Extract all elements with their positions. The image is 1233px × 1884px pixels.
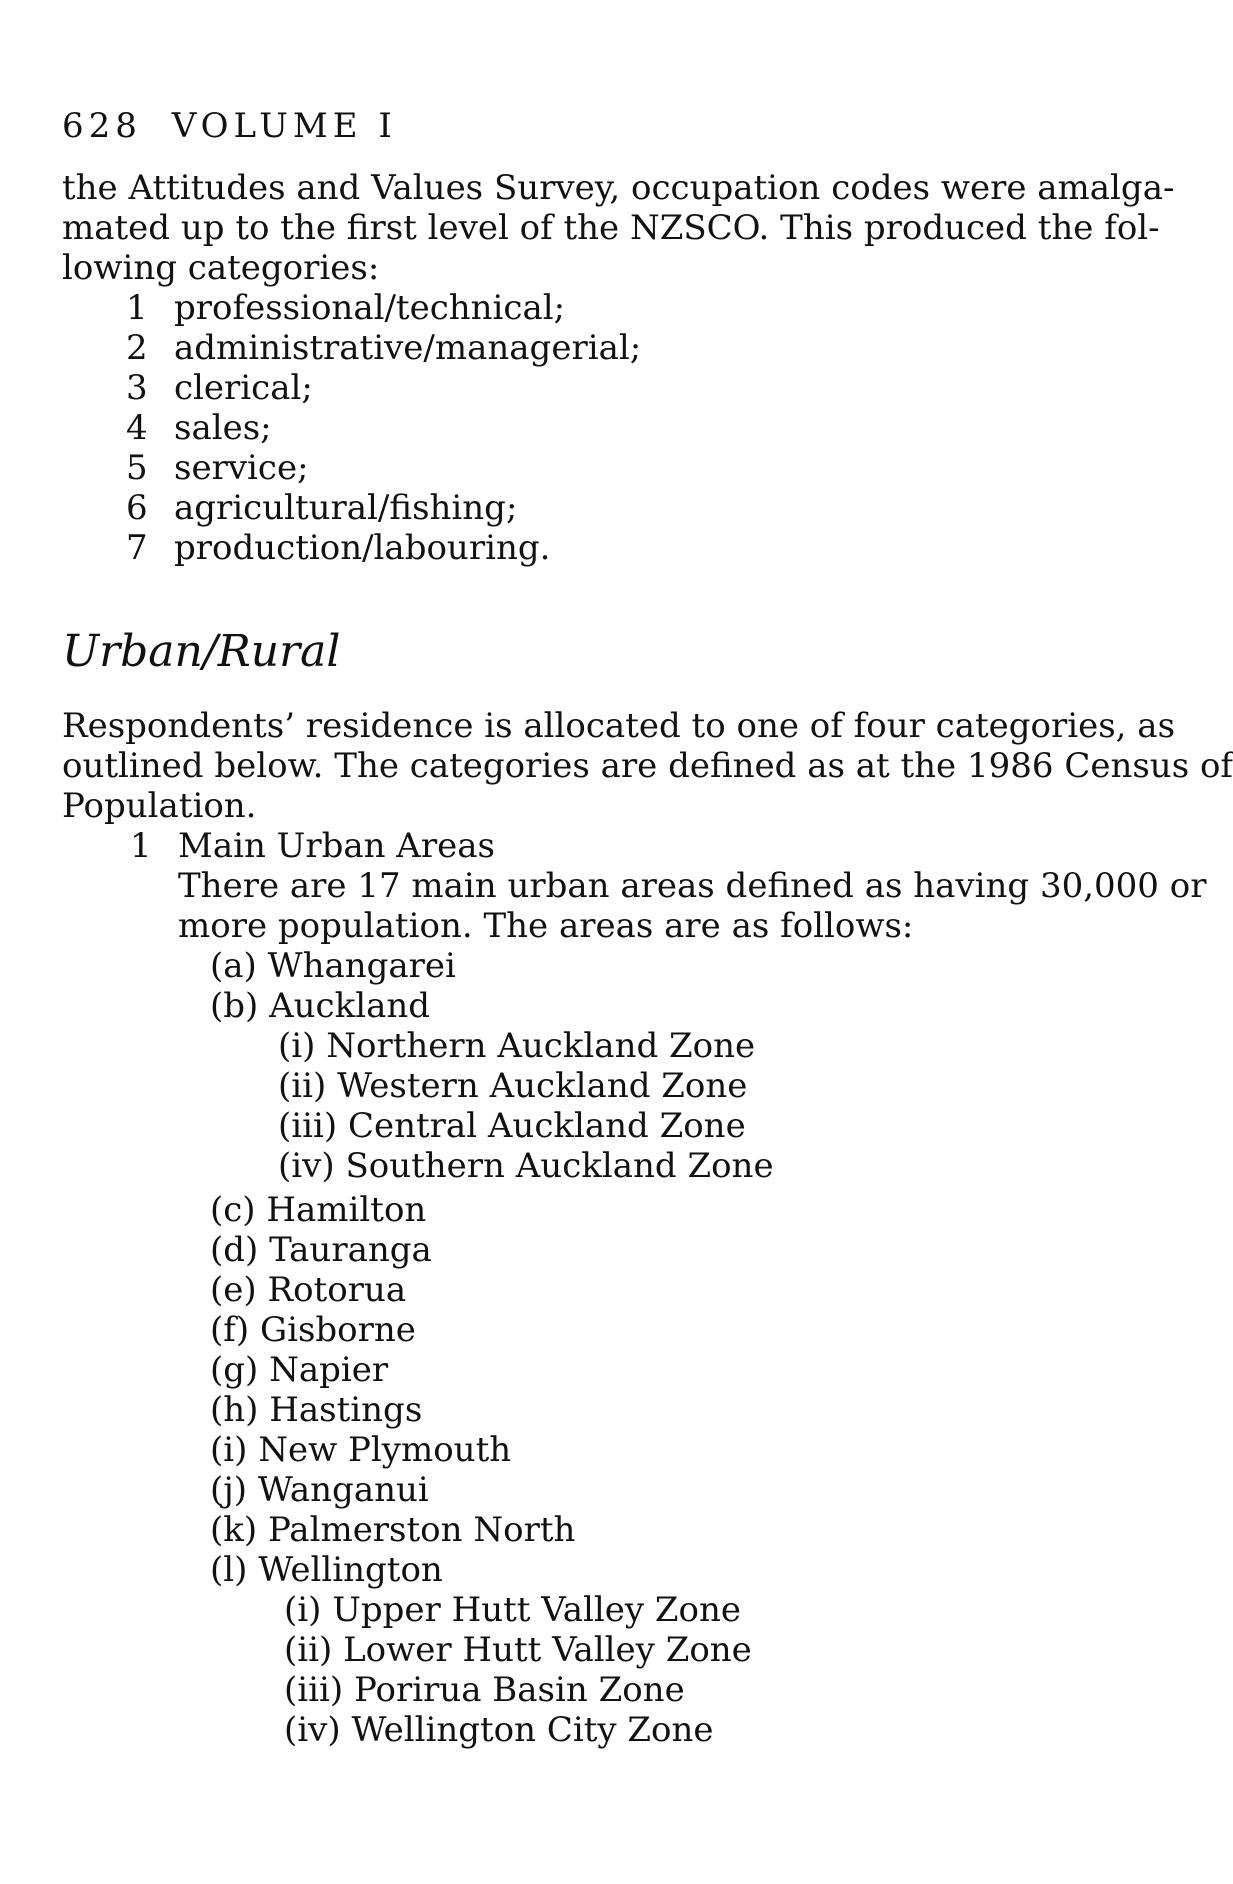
area-name: Central Auckland Zone bbox=[347, 1106, 746, 1146]
category-text: production/labouring. bbox=[174, 528, 551, 568]
category-item bbox=[126, 368, 313, 408]
intro-line: lowing categories: bbox=[62, 248, 380, 288]
area-name: Rotorua bbox=[267, 1270, 407, 1310]
category-number: 6 bbox=[126, 488, 148, 528]
area-name: Tauranga bbox=[269, 1230, 432, 1270]
category-text: sales; bbox=[174, 408, 272, 448]
area-item bbox=[210, 1230, 432, 1270]
area-label: (d) bbox=[210, 1230, 259, 1270]
area-zone-item bbox=[278, 1066, 747, 1106]
area-label: (h) bbox=[210, 1390, 259, 1430]
area-label: (iv) bbox=[284, 1710, 341, 1750]
area-label: (i) bbox=[278, 1026, 316, 1066]
area-label: (ii) bbox=[284, 1630, 333, 1670]
area-item bbox=[210, 1190, 426, 1230]
area-item bbox=[210, 946, 456, 986]
area-zone-item bbox=[278, 1106, 746, 1146]
area-item bbox=[210, 1270, 406, 1310]
urban-category-desc: There are 17 main urban areas defined as having 30,000 or bbox=[178, 866, 1207, 906]
area-name: Lower Hutt Valley Zone bbox=[343, 1630, 752, 1670]
urban-category-number: 1 bbox=[130, 826, 152, 866]
area-item bbox=[210, 1310, 416, 1350]
area-name: Wanganui bbox=[257, 1470, 429, 1510]
area-name: Northern Auckland Zone bbox=[326, 1026, 756, 1066]
area-name: Wellington bbox=[258, 1550, 443, 1590]
urban-category-title: Main Urban Areas bbox=[178, 826, 495, 866]
section-paragraph-line: outlined below. The categories are defined as at the 1986 Census of bbox=[62, 746, 1233, 786]
category-item bbox=[126, 448, 309, 488]
area-label: (i) bbox=[284, 1590, 322, 1630]
area-zone-item bbox=[278, 1026, 755, 1066]
category-text: service; bbox=[174, 448, 309, 488]
area-name: Western Auckland Zone bbox=[337, 1066, 748, 1106]
category-item bbox=[126, 328, 641, 368]
area-name: Porirua Basin Zone bbox=[353, 1670, 685, 1710]
area-name: Hamilton bbox=[266, 1190, 427, 1230]
category-item bbox=[126, 408, 272, 448]
area-label: (iv) bbox=[278, 1146, 335, 1186]
area-item bbox=[210, 1430, 511, 1470]
area-name: New Plymouth bbox=[258, 1430, 512, 1470]
urban-category-item bbox=[130, 826, 495, 866]
area-label: (e) bbox=[210, 1270, 257, 1310]
section-heading: Urban/Rural bbox=[62, 626, 341, 677]
area-label: (f) bbox=[210, 1310, 250, 1350]
area-name: Napier bbox=[269, 1350, 389, 1390]
area-name: Upper Hutt Valley Zone bbox=[332, 1590, 741, 1630]
area-name: Wellington City Zone bbox=[351, 1710, 714, 1750]
section-paragraph-line: Population. bbox=[62, 786, 257, 826]
area-label: (g) bbox=[210, 1350, 259, 1390]
area-label: (iii) bbox=[278, 1106, 338, 1146]
area-label: (k) bbox=[210, 1510, 258, 1550]
area-item bbox=[210, 1510, 575, 1550]
area-zone-item bbox=[278, 1146, 774, 1186]
area-zone-item bbox=[284, 1590, 741, 1630]
section-paragraph-line: Respondents’ residence is allocated to one of four categories, as bbox=[62, 706, 1176, 746]
intro-line: the Attitudes and Values Survey, occupation codes were amalga- bbox=[62, 168, 1175, 208]
area-item bbox=[210, 1390, 422, 1430]
category-text: professional/technical; bbox=[174, 288, 566, 328]
category-number: 2 bbox=[126, 328, 148, 368]
area-label: (j) bbox=[210, 1470, 248, 1510]
area-name: Palmerston North bbox=[267, 1510, 576, 1550]
area-name: Auckland bbox=[269, 986, 431, 1026]
category-item bbox=[126, 288, 565, 328]
area-item bbox=[210, 1470, 429, 1510]
area-name: Whangarei bbox=[267, 946, 456, 986]
category-number: 3 bbox=[126, 368, 148, 408]
category-number: 1 bbox=[126, 288, 148, 328]
area-label: (l) bbox=[210, 1550, 248, 1590]
volume-label: VOLUME I bbox=[171, 106, 397, 146]
intro-line: mated up to the first level of the NZSCO. This produced the fol- bbox=[62, 208, 1160, 248]
page-number: 628 bbox=[62, 106, 142, 146]
area-label: (a) bbox=[210, 946, 257, 986]
area-label: (c) bbox=[210, 1190, 256, 1230]
category-text: agricultural/fishing; bbox=[174, 488, 518, 528]
urban-category-desc: more population. The areas are as follows: bbox=[178, 906, 914, 946]
area-label: (b) bbox=[210, 986, 259, 1026]
area-label: (i) bbox=[210, 1430, 248, 1470]
category-number: 5 bbox=[126, 448, 148, 488]
running-header bbox=[62, 106, 397, 146]
category-text: administrative/managerial; bbox=[174, 328, 642, 368]
category-item bbox=[126, 488, 517, 528]
category-number: 7 bbox=[126, 528, 148, 568]
area-zone-item bbox=[284, 1710, 714, 1750]
category-item bbox=[126, 528, 550, 568]
area-item bbox=[210, 1350, 388, 1390]
area-zone-item bbox=[284, 1670, 685, 1710]
area-name: Hastings bbox=[269, 1390, 423, 1430]
category-number: 4 bbox=[126, 408, 148, 448]
area-name: Gisborne bbox=[259, 1310, 416, 1350]
area-zone-item bbox=[284, 1630, 752, 1670]
area-name: Southern Auckland Zone bbox=[345, 1146, 774, 1186]
area-label: (ii) bbox=[278, 1066, 327, 1106]
area-item bbox=[210, 986, 430, 1026]
area-label: (iii) bbox=[284, 1670, 344, 1710]
area-item bbox=[210, 1550, 443, 1590]
category-text: clerical; bbox=[174, 368, 313, 408]
